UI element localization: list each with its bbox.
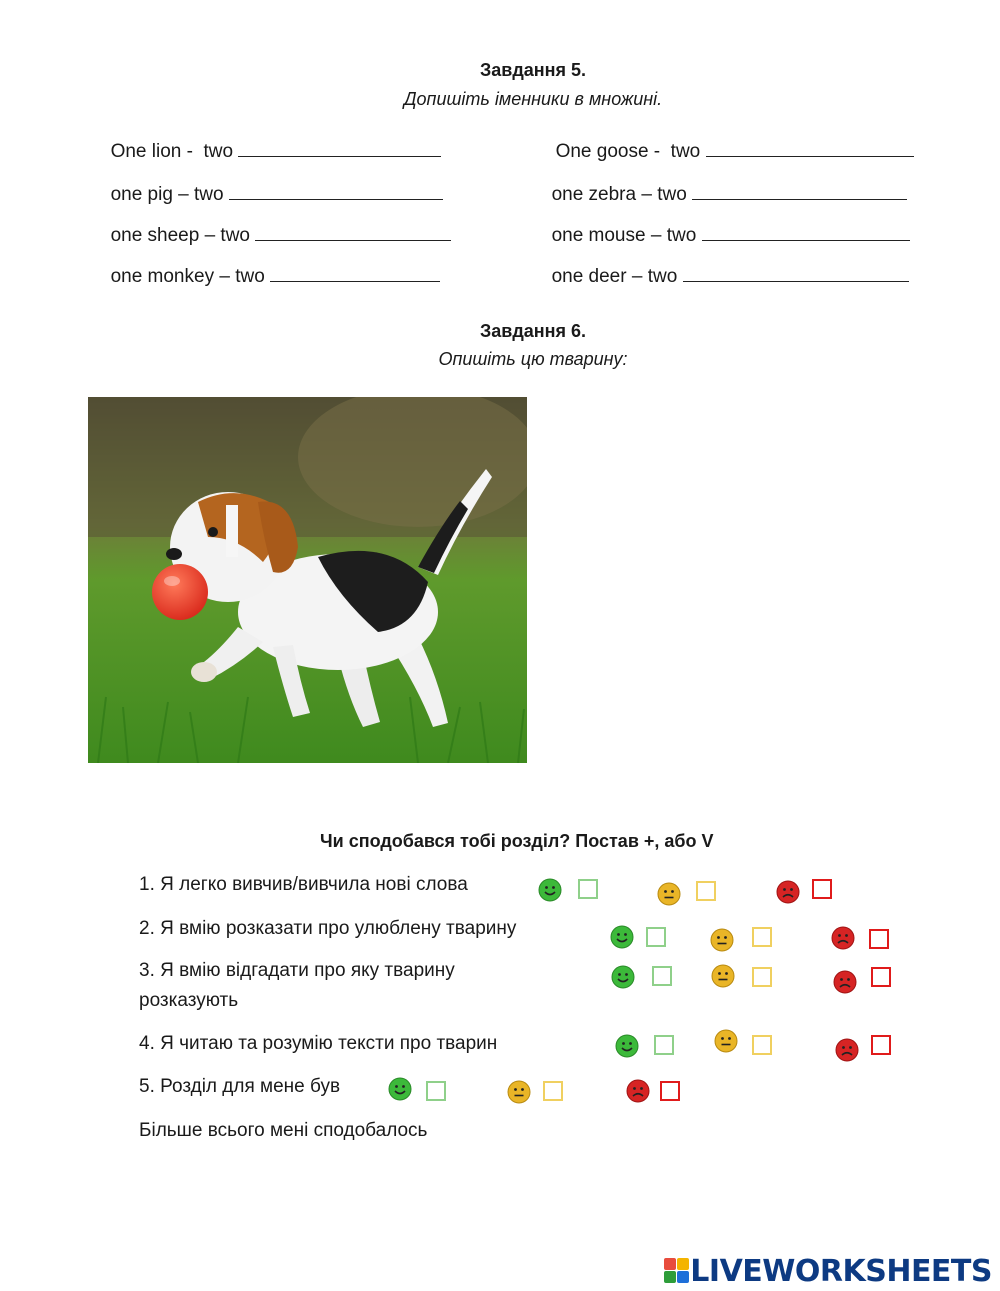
answer-line xyxy=(541,241,909,288)
survey-item-5: 5. Розділ для мене був xyxy=(139,1076,341,1097)
neutral-face-icon xyxy=(507,1080,531,1104)
prompt-text: One goose - two xyxy=(555,141,706,162)
logo-text: LIVEWORKSHEETS xyxy=(690,1253,992,1289)
prompt-text: one monkey – two xyxy=(110,266,271,287)
happy-face-icon xyxy=(610,925,634,949)
neutral-face-icon xyxy=(657,882,681,906)
survey-item-2: 2. Я вмію розказати про улюблену тварину xyxy=(139,918,517,939)
task6-instruction: Опишіть цю тварину: xyxy=(438,349,628,369)
answer-line xyxy=(545,116,914,163)
answer-blank[interactable] xyxy=(270,263,440,282)
checkbox-neutral[interactable] xyxy=(752,927,772,947)
survey-item-1: 1. Я легко вивчив/вивчила нові слова xyxy=(139,874,468,895)
checkbox-neutral[interactable] xyxy=(752,1035,772,1055)
task5-title: Завдання 5. xyxy=(479,60,587,80)
neutral-face-icon xyxy=(714,1029,738,1053)
answer-blank[interactable] xyxy=(692,181,907,200)
checkbox-sad[interactable] xyxy=(812,879,832,899)
happy-face-icon xyxy=(611,965,635,989)
survey-item-3-continued: розказують xyxy=(139,990,239,1011)
survey-item-4: 4. Я читаю та розумію тексти про тварин xyxy=(139,1033,498,1054)
sad-face-icon xyxy=(776,880,800,904)
neutral-face-icon xyxy=(710,928,734,952)
dog-photo xyxy=(88,397,527,763)
answer-blank[interactable] xyxy=(255,222,451,241)
checkbox-happy[interactable] xyxy=(652,966,672,986)
answer-line xyxy=(541,159,907,206)
prompt-text: One lion - two xyxy=(110,141,239,162)
neutral-face-icon xyxy=(711,964,735,988)
checkbox-happy[interactable] xyxy=(654,1035,674,1055)
checkbox-sad[interactable] xyxy=(871,1035,891,1055)
checkbox-sad[interactable] xyxy=(660,1081,680,1101)
task6-title: Завдання 6. xyxy=(479,321,587,341)
checkbox-neutral[interactable] xyxy=(752,967,772,987)
happy-face-icon xyxy=(615,1034,639,1058)
sad-face-icon xyxy=(833,970,857,994)
answer-line xyxy=(100,241,440,288)
survey-title: Чи сподобався тобі розділ? Постав +, або V xyxy=(320,831,714,851)
checkbox-happy[interactable] xyxy=(646,927,666,947)
answer-blank[interactable] xyxy=(683,263,909,282)
answer-blank[interactable] xyxy=(706,138,914,157)
survey-free-text: Більше всього мені сподобалось xyxy=(139,1120,428,1141)
prompt-text: one pig – two xyxy=(110,184,229,205)
prompt-text: one sheep – two xyxy=(110,225,256,246)
checkbox-neutral[interactable] xyxy=(543,1081,563,1101)
answer-line xyxy=(100,200,451,247)
liveworksheets-logo xyxy=(664,1253,992,1289)
checkbox-happy[interactable] xyxy=(578,879,598,899)
happy-face-icon xyxy=(388,1077,412,1101)
checkbox-sad[interactable] xyxy=(871,967,891,987)
survey-item-3: 3. Я вмію відгадати про яку тварину xyxy=(139,960,455,981)
answer-line xyxy=(100,116,441,163)
answer-blank[interactable] xyxy=(702,222,910,241)
beagle-puppy-illustration xyxy=(88,397,527,763)
sad-face-icon xyxy=(626,1079,650,1103)
answer-blank[interactable] xyxy=(238,138,441,157)
happy-face-icon xyxy=(538,878,562,902)
checkbox-happy[interactable] xyxy=(426,1081,446,1101)
checkbox-neutral[interactable] xyxy=(696,881,716,901)
sad-face-icon xyxy=(835,1038,859,1062)
checkbox-sad[interactable] xyxy=(869,929,889,949)
live-badge-icon xyxy=(664,1258,690,1284)
prompt-text: one mouse – two xyxy=(551,225,702,246)
answer-blank[interactable] xyxy=(229,181,443,200)
answer-line xyxy=(100,159,443,206)
prompt-text: one deer – two xyxy=(551,266,683,287)
sad-face-icon xyxy=(831,926,855,950)
prompt-text: one zebra – two xyxy=(551,184,693,205)
task5-instruction: Допишіть іменники в множині. xyxy=(403,89,663,109)
answer-line xyxy=(541,200,910,247)
